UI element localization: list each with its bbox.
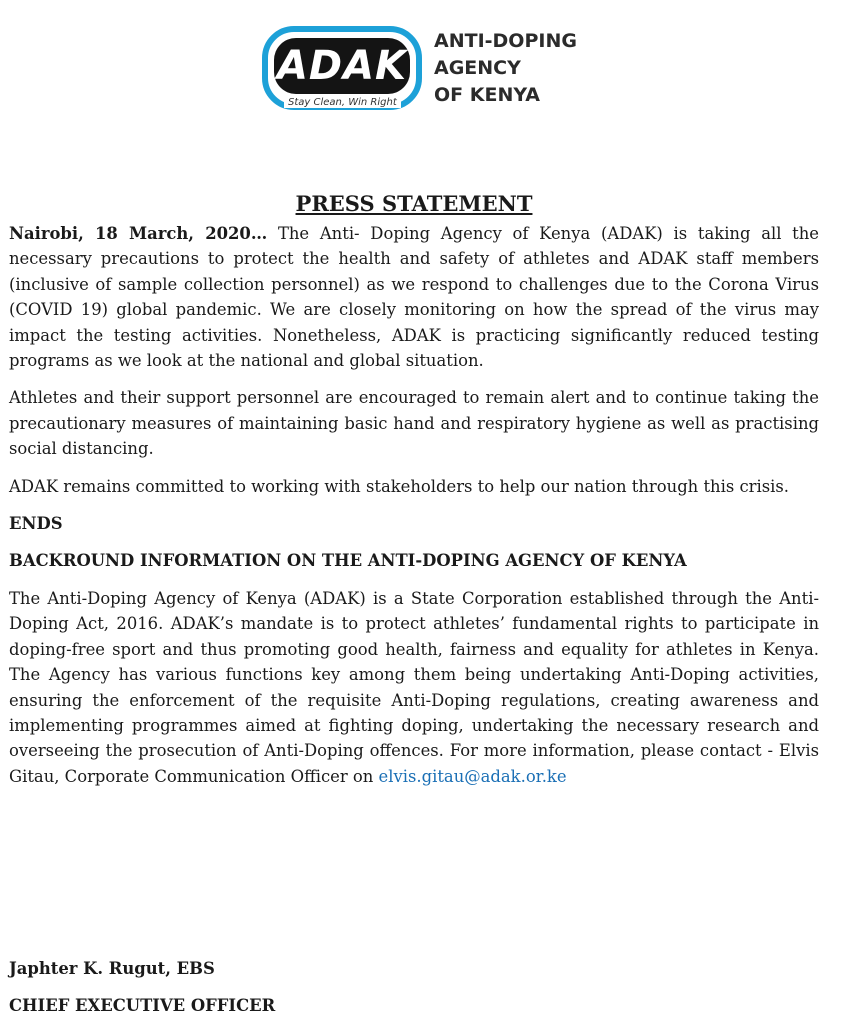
logo-tagline: Stay Clean, Win Right <box>284 97 401 108</box>
signatory-role: CHIEF EXECUTIVE OFFICER <box>9 996 276 1016</box>
document-title: PRESS STATEMENT <box>295 191 533 216</box>
logo-agency-line: OF KENYA <box>434 84 540 106</box>
intro-paragraph <box>9 221 819 373</box>
logo-agency-line: ANTI-DOPING <box>434 30 577 52</box>
contact-email-link[interactable]: elvis.gitau@adak.or.ke <box>378 766 567 786</box>
background-paragraph <box>9 586 819 789</box>
logo-wordmark: ADAK <box>276 43 408 89</box>
dateline: Nairobi, 18 March, 2020… <box>9 224 268 243</box>
ends-marker: ENDS <box>9 514 63 534</box>
background-text: The Anti-Doping Agency of Kenya (ADAK) is a State Corporation established through the Anti-Doping Act, 2016. ADAK’s mandate is to protect athletes’ fundamental rights to participate in doping-free sport and thus promoting good health, fairness and equality for athletes in Kenya. The Agency has various functions key among them being undertaking Anti-Doping activities, ensuring the enforcement of the requisite Anti-Doping regulations, creating awareness and implementing programmes aimed at fighting doping, undertaking the necessary research and overseeing the prosecution of Anti-Doping offences. For more information, please contact - Elvis Gitau, Corporate Communication Officer on <box>9 588 819 786</box>
athletes-paragraph: Athletes and their support personnel are encouraged to remain alert and to continue taking the precautionary measures of maintaining basic hand and respiratory hygiene as well as practising social distancing. <box>9 388 819 459</box>
commitment-paragraph: ADAK remains committed to working with stakeholders to help our nation through this crisis. <box>9 476 789 496</box>
logo-agency-name <box>434 28 577 109</box>
signatory-name: Japhter K. Rugut, EBS <box>9 959 215 978</box>
signoff-block <box>9 956 275 1019</box>
press-statement-body <box>9 190 819 801</box>
logo-agency-line: AGENCY <box>434 57 521 79</box>
background-heading: BACKROUND INFORMATION ON THE ANTI-DOPING AGENCY OF KENYA <box>9 551 687 571</box>
adak-logo <box>262 24 592 120</box>
intro-text: The Anti- Doping Agency of Kenya (ADAK) is taking all the necessary precautions to protect the health and safety of athletes and ADAK staff members (inclusive of sample collection personnel) as we respond to challenges due to the Corona Virus (COVID 19) global pandemic. We are closely monitoring on how the spread of the virus may impact the testing activities. Nonetheless, ADAK is practicing significantly reduced testing programs as we look at the national and global situation. <box>9 224 819 371</box>
logo-badge-inner <box>274 38 410 94</box>
